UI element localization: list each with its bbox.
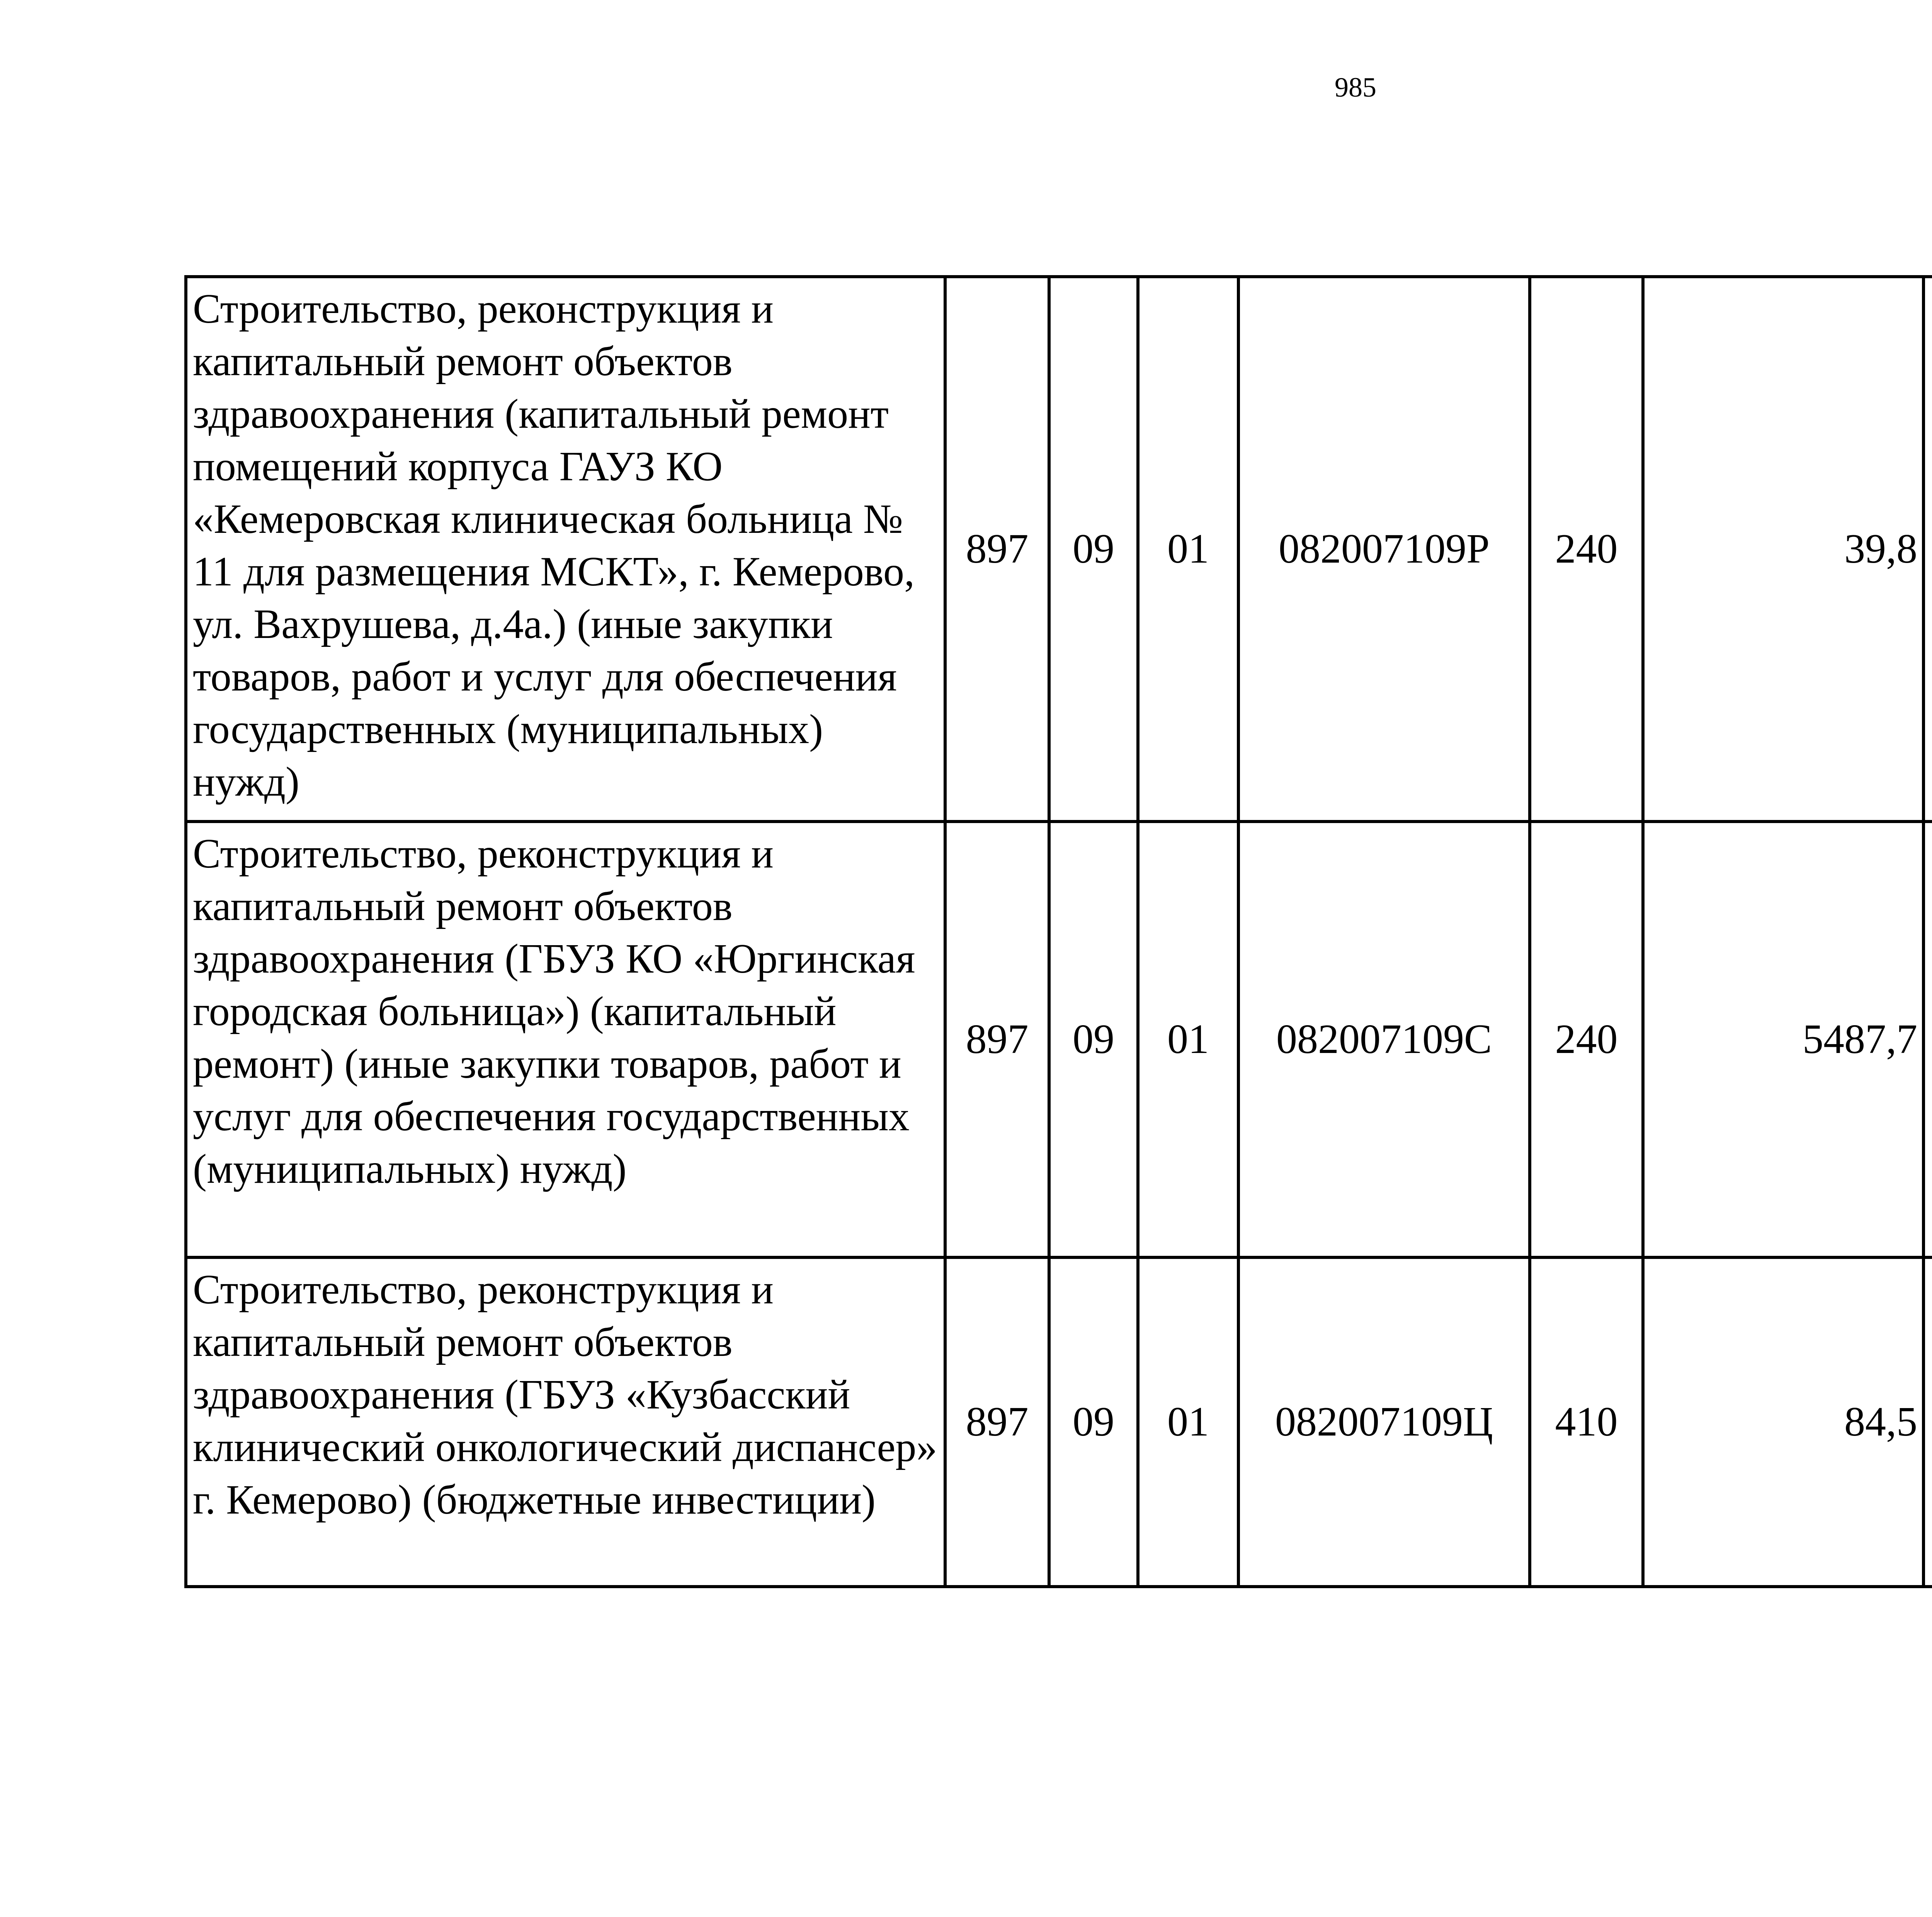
target-article-cell: 082007109С bbox=[1238, 822, 1530, 1257]
sum-cell-2 bbox=[1923, 277, 1932, 822]
page-number: 985 bbox=[1335, 72, 1376, 103]
sum-cell-2 bbox=[1923, 1257, 1932, 1587]
ministry-code-cell: 897 bbox=[945, 822, 1049, 1257]
sum-cell-2 bbox=[1923, 822, 1932, 1257]
sum-cell-1: 39,8 bbox=[1643, 277, 1923, 822]
expense-name-cell: Строительство, реконструкция и капитальный ремонт объектов здравоохранения (капитальный ремонт помещений корпуса ГАУЗ КО «Кемеровская клиническая больница № 11 для размещения МСКТ», г. Кемерово, ул. Вахрушева, д.4а.) (иные закупки товаров, работ и услуг для обеспечения государственных (муниципальных) нужд) bbox=[186, 277, 945, 822]
subsection-code-cell: 01 bbox=[1138, 822, 1238, 1257]
ministry-code-cell: 897 bbox=[945, 1257, 1049, 1587]
expense-name-cell: Строительство, реконструкция и капитальный ремонт объектов здравоохранения (ГБУЗ КО «Юргинская городская больница») (капитальный ремонт) (иные закупки товаров, работ и услуг для обеспечения государственных (муниципальных) нужд) bbox=[186, 822, 945, 1257]
expense-type-cell: 240 bbox=[1530, 822, 1643, 1257]
table-row bbox=[186, 822, 1932, 1257]
sum-cell-1: 5487,7 bbox=[1643, 822, 1923, 1257]
ministry-code-cell: 897 bbox=[945, 277, 1049, 822]
sum-cell-1: 84,5 bbox=[1643, 1257, 1923, 1587]
subsection-code-cell: 01 bbox=[1138, 1257, 1238, 1587]
table-row bbox=[186, 1257, 1932, 1587]
target-article-cell: 082007109Ц bbox=[1238, 1257, 1530, 1587]
budget-table bbox=[184, 275, 1932, 1588]
expense-name-cell: Строительство, реконструкция и капитальный ремонт объектов здравоохранения (ГБУЗ «Кузбасский клинический онкологический диспансер» г. Кемерово) (бюджетные инвестиции) bbox=[186, 1257, 945, 1587]
target-article-cell: 082007109Р bbox=[1238, 277, 1530, 822]
section-code-cell: 09 bbox=[1049, 822, 1138, 1257]
section-code-cell: 09 bbox=[1049, 277, 1138, 822]
table-row bbox=[186, 277, 1932, 822]
expense-type-cell: 240 bbox=[1530, 277, 1643, 822]
subsection-code-cell: 01 bbox=[1138, 277, 1238, 822]
expense-type-cell: 410 bbox=[1530, 1257, 1643, 1587]
section-code-cell: 09 bbox=[1049, 1257, 1138, 1587]
